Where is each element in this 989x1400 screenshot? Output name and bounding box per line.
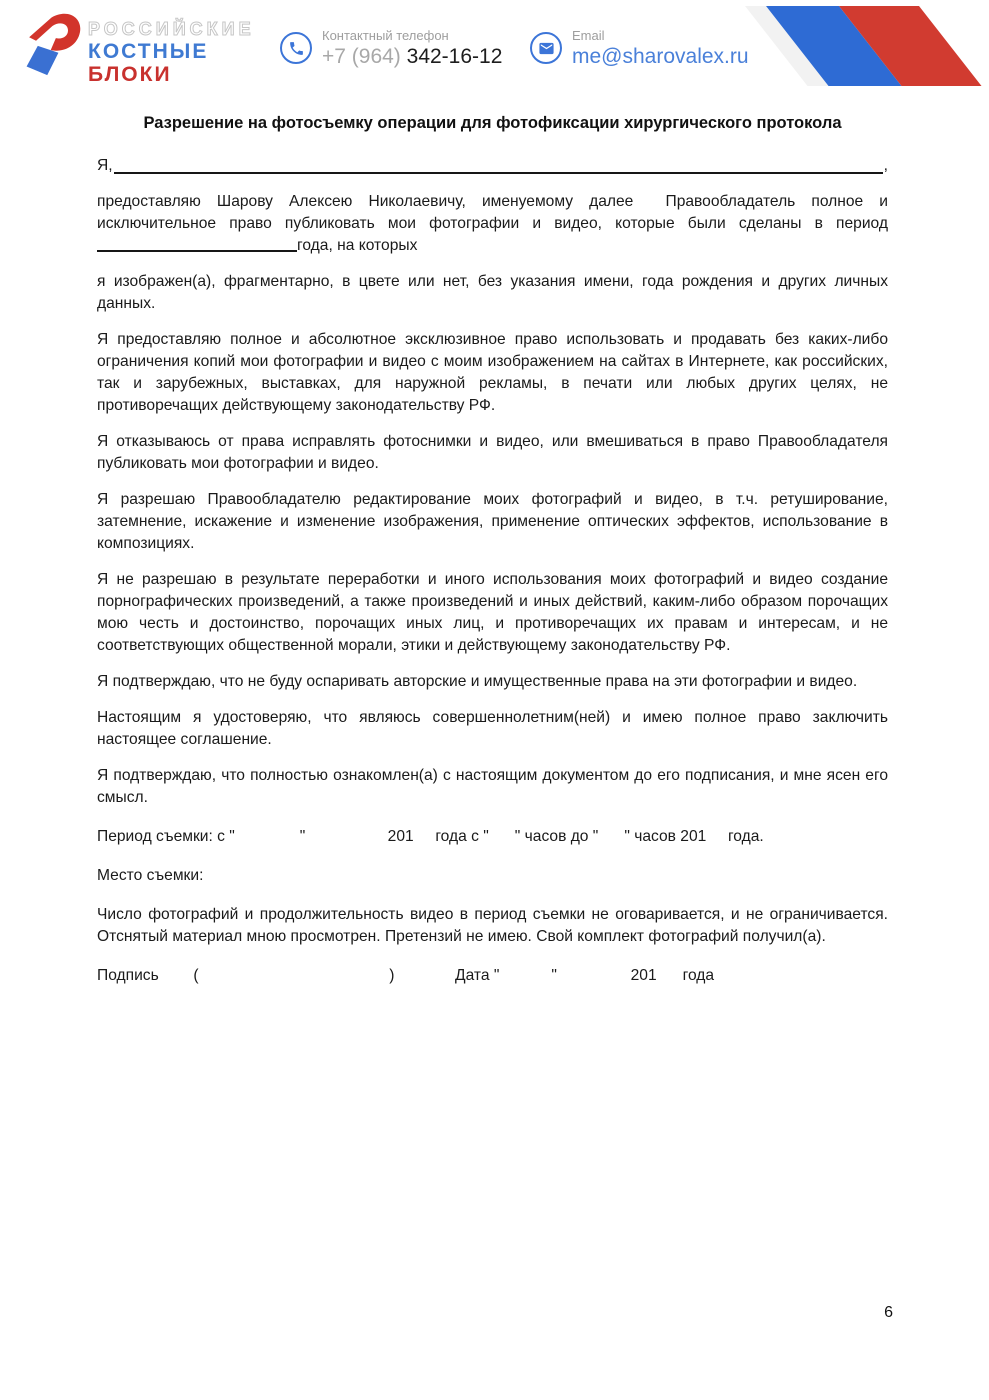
paragraph-read-confirmation: Я подтверждаю, что полностью ознакомлен(а) с настоящим документом до его подписания, и мне ясен его смысл. <box>97 767 888 806</box>
phone-value <box>322 44 502 69</box>
grant-paragraph <box>97 191 888 257</box>
period-blank-field[interactable] <box>97 237 297 252</box>
flag-ribbon <box>737 0 989 90</box>
signature-date-line[interactable]: Подпись ( ) Дата " " 201 года <box>97 967 715 984</box>
paragraph-allow-editing: Я разрешаю Правообладателю редактирование моих фотографий и видео, в т.ч. ретуширование, затемнение, искажение и изменение изображения, применение оптических эффектов, использование в композициях. <box>97 491 888 552</box>
name-line-suffix: , <box>883 157 888 174</box>
page-number: 6 <box>884 1304 893 1321</box>
document-title: Разрешение на фотосъемку операции для фотофиксации хирургического протокола <box>143 114 842 132</box>
consent-form <box>0 112 989 987</box>
name-blank-field[interactable] <box>114 158 883 174</box>
phone-number: 342-16-12 <box>406 44 503 68</box>
phone-contact-block <box>280 28 502 69</box>
logo-text <box>88 8 255 85</box>
phone-icon <box>280 32 312 64</box>
grant-text-before: предоставляю Шарову Алексею Николаевичу, именуемому далее Правообладатель полное и исключительное право публиковать мои фотографии и видео, которые были сделаны в период <box>97 193 888 232</box>
logo-word-rossiyskie: РОССИЙСКИЕ <box>88 19 255 39</box>
paragraph-prohibit-misuse: Я не разрешаю в результате переработки и иного использования моих фотографий и видео создание порнографических произведений, а также произведений и иных действий, каким-либо образом порочащих мою честь и достоинство, порочащих иных лиц, и противоречащих их правам и интересам, и не соответствующих общественной морали, этики и действующему законодательству РФ. <box>97 571 888 654</box>
shooting-period-line[interactable]: Период съемки: с " " 201 года с " " часов до " " часов 201 года. <box>97 828 764 845</box>
paragraph-adult-confirmation: Настоящим я удостоверяю, что являюсь совершеннолетним(ней) и имею полное право заключить настоящее соглашение. <box>97 709 888 748</box>
paragraph-waive-correction: Я отказываюсь от права исправлять фотоснимки и видео, или вмешиваться в право Правообладателя публиковать мои фотографии и видео. <box>97 433 888 472</box>
paragraph-photo-count: Число фотографий и продолжительность видео в период съемки не оговаривается, и не ограничивается. Отснятый материал мною просмотрен. Претензий не имею. Свой комплект фотографий получил(а). <box>97 906 888 945</box>
email-label: Email <box>572 28 605 43</box>
logo-word-bloki: БЛОКИ <box>88 63 172 86</box>
company-logo <box>24 8 255 85</box>
name-line-prefix: Я, <box>97 157 113 174</box>
logo-word-kostnye: КОСТНЫЕ <box>88 40 209 63</box>
email-contact-block <box>530 28 749 69</box>
logo-r-icon <box>24 8 86 82</box>
phone-prefix: +7 (964) <box>322 44 407 68</box>
paragraph-depicted: я изображен(а), фрагментарно, в цвете или нет, без указания имени, года рождения и других личных данных. <box>97 273 888 312</box>
email-address-link[interactable]: me@sharovalex.ru <box>572 44 749 68</box>
paragraph-no-dispute: Я подтверждаю, что не буду оспаривать авторские и имущественные права на эти фотографии и видео. <box>97 673 858 690</box>
name-line <box>97 155 888 177</box>
paragraph-exclusive-right: Я предоставляю полное и абсолютное эксклюзивное право использовать и продавать без каких-либо ограничения копий мои фотографии и видео с моим изображением на сайтах в Интернете, как российских, так и зарубежных, выставках, для наружной рекламы, в печати или любых других целях, не противоречащих действующему законодательству РФ. <box>97 331 888 414</box>
letterhead <box>0 0 989 96</box>
phone-label: Контактный телефон <box>322 28 449 43</box>
grant-text-after: года, на которых <box>297 237 418 254</box>
shooting-location-label: Место съемки: <box>97 867 204 884</box>
email-icon <box>530 32 562 64</box>
